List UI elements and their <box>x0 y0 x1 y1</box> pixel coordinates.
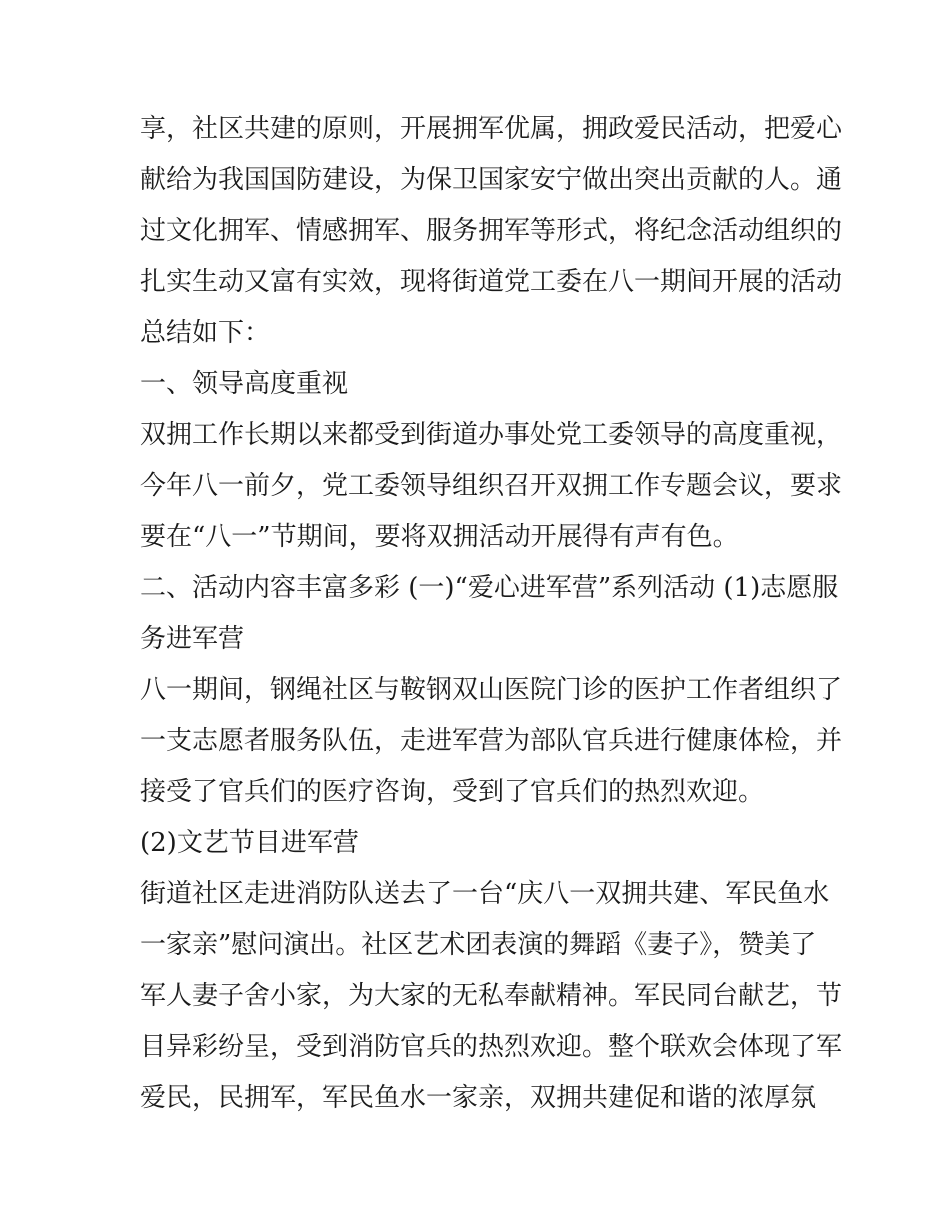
text-line: 八一期间，钢绳社区与鞍钢双山医院门诊的医护工作者组织了 <box>140 675 843 705</box>
text-line: 一家亲”慰问演出。社区艺术团表演的舞蹈《妻子》，赞美了 <box>140 930 817 960</box>
section-heading: 二、活动内容丰富多彩 (一)“爱心进军营”系列活动 (1)志愿服 <box>140 573 839 603</box>
text-line: 军人妻子舍小家，为大家的无私奉献精神。军民同台献艺，节 <box>140 981 843 1011</box>
subsection-heading: (2)文艺节目进军营 <box>140 828 359 858</box>
text-line: 一支志愿者服务队伍，走进军营为部队官兵进行健康体检，并 <box>140 726 843 756</box>
text-line: 享，社区共建的原则，开展拥军优属，拥政爱民活动，把爱心 <box>140 114 843 144</box>
section-heading: 一、领导高度重视 <box>140 369 349 399</box>
text-line: 要在“八一”节期间，要将双拥活动开展得有声有色。 <box>140 522 739 552</box>
text-line: 双拥工作长期以来都受到街道办事处党工委领导的高度重视， <box>140 420 843 450</box>
text-line: 街道社区走进消防队送去了一台“庆八一双拥共建、军民鱼水 <box>140 879 830 909</box>
text-line: 总结如下： <box>140 318 271 348</box>
text-line: 献给为我国国防建设，为保卫国家安宁做出突出贡献的人。通 <box>140 165 843 195</box>
document-body <box>140 104 843 1124</box>
text-line: 目异彩纷呈，受到消防官兵的热烈欢迎。整个联欢会体现了军 <box>140 1032 843 1062</box>
text-line: 过文化拥军、情感拥军、服务拥军等形式，将纪念活动组织的 <box>140 216 843 246</box>
text-line: 务进军营 <box>140 624 245 654</box>
text-line: 接受了官兵们的医疗咨询，受到了官兵们的热烈欢迎。 <box>140 777 765 807</box>
text-line: 今年八一前夕，党工委领导组织召开双拥工作专题会议，要求 <box>140 471 843 501</box>
text-line: 爱民，民拥军，军民鱼水一家亲，双拥共建促和谐的浓厚氛 <box>140 1083 817 1113</box>
text-line: 扎实生动又富有实效，现将街道党工委在八一期间开展的活动 <box>140 267 843 297</box>
